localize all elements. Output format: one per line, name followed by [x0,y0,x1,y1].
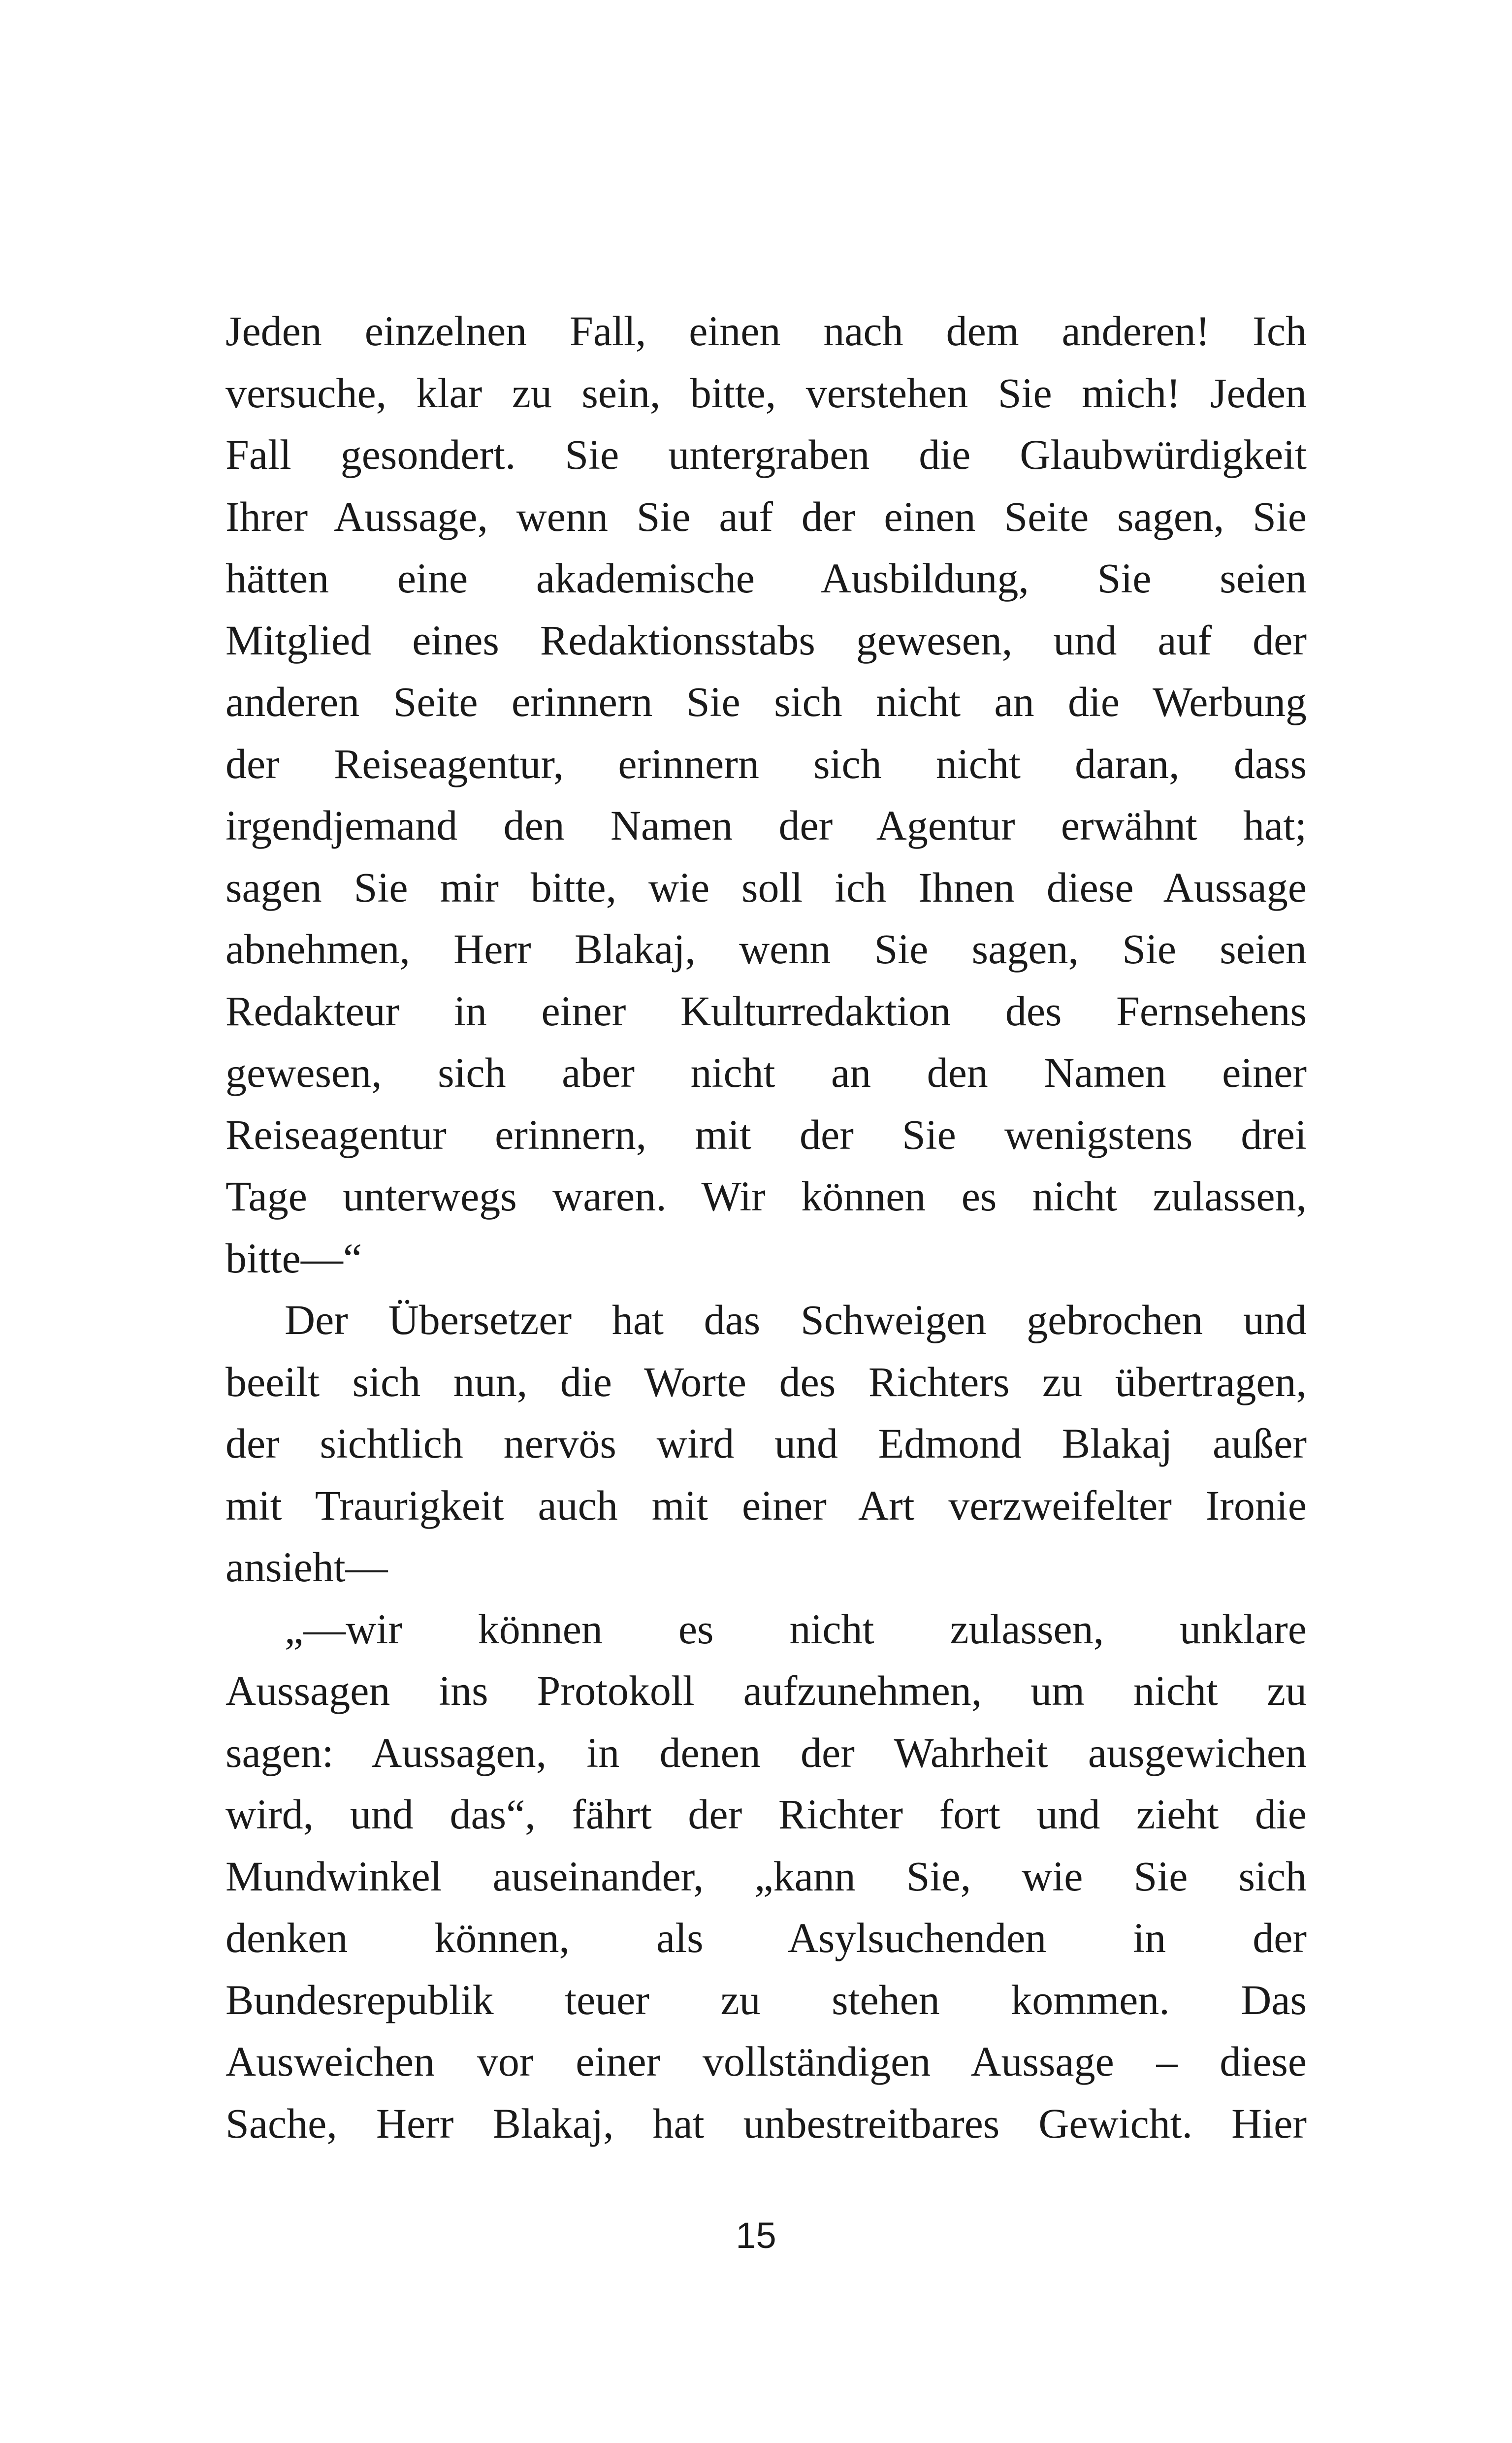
text-line: ansieht— [225,1543,388,1591]
text-line: Bundesrepublik teuer zu stehen kommen. Das [225,1976,1307,2023]
text-line: Jeden einzelnen Fall, einen nach dem anderen! Ich [225,307,1307,355]
text-line: Ausweichen vor einer vollständigen Aussage – diese [225,2038,1307,2085]
text-line: denken können, als Asylsuchenden in der [225,1914,1307,1961]
text-line: der sichtlich nervös wird und Edmond Blakaj außer [225,1420,1307,1467]
text-line: gewesen, sich aber nicht an den Namen einer [225,1049,1307,1096]
text-line: bitte—“ [225,1234,362,1282]
text-line: Reiseagentur erinnern, mit der Sie wenigstens drei [225,1110,1307,1158]
text-line: Sache, Herr Blakaj, hat unbestreitbares Gewicht. Hier [225,2099,1307,2147]
text-line: anderen Seite erinnern Sie sich nicht an die Werbung [225,678,1307,725]
text-line: Der Übersetzer hat das Schweigen gebrochen und [285,1296,1307,1343]
text-line: Fall gesondert. Sie untergraben die Glaubwürdigkeit [225,431,1307,478]
text-line: wird, und das“, fährt der Richter fort und zieht die [225,1791,1307,1838]
text-line: der Reiseagentur, erinnern sich nicht daran, dass [225,740,1307,787]
body-text [225,300,1307,2154]
text-line: Tage unterwegs waren. Wir können es nicht zulassen, [225,1173,1307,1220]
text-line: hätten eine akademische Ausbildung, Sie seien [225,554,1307,602]
page-number: 15 [736,2215,776,2256]
text-line: Redakteur in einer Kulturredaktion des Fernsehens [225,987,1307,1035]
text-line: irgendjemand den Namen der Agentur erwähnt hat; [225,802,1307,849]
text-line: versuche, klar zu sein, bitte, verstehen Sie mich! Jeden [225,369,1307,417]
text-line: sagen: Aussagen, in denen der Wahrheit ausgewichen [225,1728,1307,1776]
text-line: beeilt sich nun, die Worte des Richters zu übertragen, [225,1358,1307,1405]
text-line: „—wir können es nicht zulassen, unklare [285,1605,1307,1653]
text-line: Mundwinkel auseinander, „kann Sie, wie Sie sich [225,1852,1307,1900]
text-line: Mitglied eines Redaktionsstabs gewesen, und auf der [225,616,1307,664]
text-line: sagen Sie mir bitte, wie soll ich Ihnen diese Aussage [225,863,1307,911]
text-line: mit Traurigkeit auch mit einer Art verzweifelter Ironie [225,1481,1307,1529]
text-line: abnehmen, Herr Blakaj, wenn Sie sagen, Sie seien [225,925,1307,973]
text-line: Ihrer Aussage, wenn Sie auf der einen Seite sagen, Sie [225,492,1307,540]
text-line: Aussagen ins Protokoll aufzunehmen, um nicht zu [225,1667,1307,1714]
